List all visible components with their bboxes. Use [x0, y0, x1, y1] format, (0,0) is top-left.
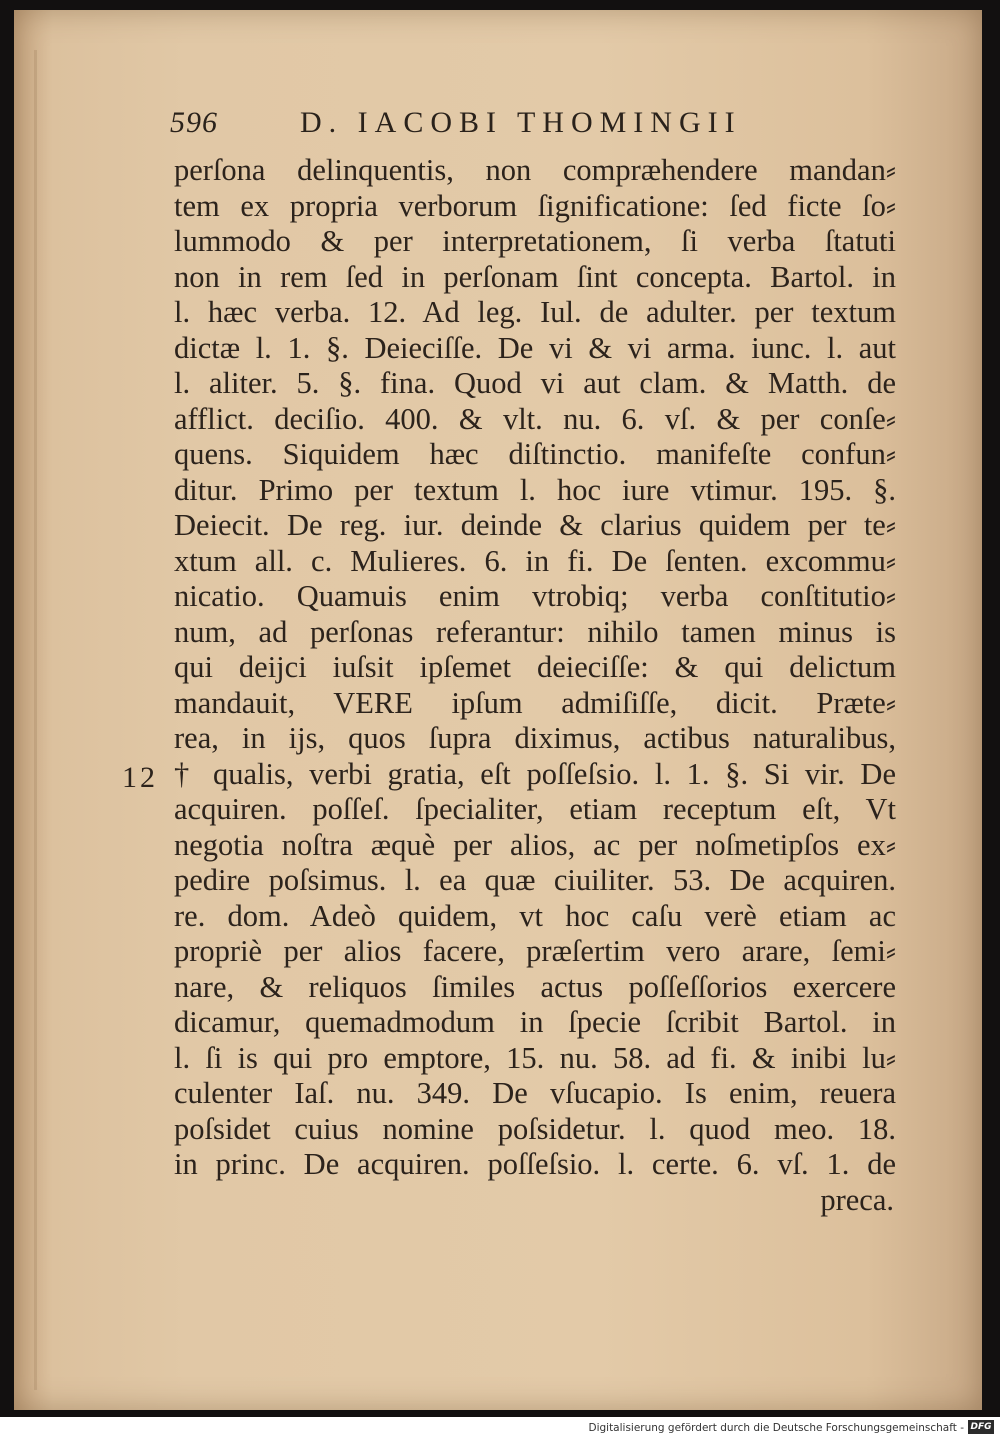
- running-head: [170, 106, 850, 146]
- text-line: quens. Siquidem hæc diſtinctio. manifeſte confun⸗: [174, 437, 896, 471]
- text-line: lummodo & per interpretationem, ſi verba ſtatuti: [174, 224, 896, 258]
- text-line: dicamur, quemadmodum in ſpecie ſcribit Bartol. in: [174, 1005, 896, 1039]
- catchword: preca.: [820, 1182, 894, 1217]
- text-line: rea, in ijs, quos ſupra diximus, actibus naturalibus,: [174, 721, 896, 755]
- text-line: culenter Iaſ. nu. 349. De vſucapio. Is enim, reuera: [174, 1076, 896, 1110]
- margin-note-number: 12: [122, 761, 158, 794]
- text-line: pedire poſsimus. l. ea quæ ciuiliter. 53. De acquiren.: [174, 863, 896, 897]
- text-line: re. dom. Adeò quidem, vt hoc caſu verè etiam ac: [174, 898, 896, 933]
- text-line: nare, & reliquos ſimiles actus poſſeſſorios exercere: [174, 969, 896, 1004]
- page-number: 596: [170, 106, 218, 139]
- text-line: afflict. deciſio. 400. & vlt. nu. 6. vſ. & per conſe⸗: [174, 401, 896, 436]
- body-text: [174, 153, 896, 1218]
- text-line: mandauit, VERE ipſum admiſiſſe, dicit. Præte⸗: [174, 685, 896, 720]
- text-line: l. aliter. 5. §. fina. Quod vi aut clam. & Matth. de: [174, 366, 896, 400]
- running-title: D. IACOBI THOMINGII: [300, 106, 742, 139]
- text-line: l. hæc verba. 12. Ad leg. Iul. de adulter. per textum: [174, 295, 896, 329]
- text-line: negotia noſtra æquè per alios, ac per noſmetipſos ex⸗: [174, 827, 896, 862]
- text-line: acquiren. poſſeſ. ſpecialiter, etiam receptum eſt, Vt: [174, 792, 896, 826]
- text-line: xtum all. c. Mulieres. 6. in fi. De ſenten. excommu⸗: [174, 543, 896, 578]
- text-line: perſona delinquentis, non compræhendere mandan⸗: [174, 153, 896, 187]
- text-line: ditur. Primo per textum l. hoc iure vtimur. 195. §.: [174, 472, 896, 507]
- text-line: nicatio. Quamuis enim vtrobiq; verba conſtitutio⸗: [174, 579, 896, 613]
- text-line: tem ex propria verborum ſignificatione: ſed ficte ſo⸗: [174, 188, 896, 223]
- text-line: non in rem ſed in perſonam ſint concepta. Bartol. in: [174, 259, 896, 294]
- text-line: l. ſi is qui pro emptore, 15. nu. 58. ad fi. & inibi lu⸗: [174, 1040, 896, 1075]
- text-line: in princ. De acquiren. poſſeſsio. l. certe. 6. vſ. 1. de: [174, 1147, 896, 1181]
- text-line: qui deijci iuſsit ipſemet deieciſſe: & qui delictum: [174, 650, 896, 684]
- digitization-credit: Digitalisierung gefördert durch die Deutsche Forschungsgemeinschaft -: [588, 1422, 964, 1434]
- text-line: propriè per alios facere, præſertim vero arare, ſemi⸗: [174, 934, 896, 968]
- text-line: poſsidet cuius nomine poſsidetur. l. quod meo. 18.: [174, 1111, 896, 1146]
- text-line: Deiecit. De reg. iur. deinde & clarius quidem per te⸗: [174, 508, 896, 542]
- page-fold-shadow: [34, 50, 37, 1390]
- text-line: num, ad perſonas referantur: nihilo tamen minus is: [174, 614, 896, 649]
- text-line: † qualis, verbi gratia, eſt poſſeſsio. l. 1. §. Si vir. De: [174, 756, 896, 791]
- text-line: dictæ l. 1. §. Deieciſſe. De vi & vi arma. iunc. l. aut: [174, 330, 896, 365]
- dfg-logo: DFG: [968, 1420, 994, 1434]
